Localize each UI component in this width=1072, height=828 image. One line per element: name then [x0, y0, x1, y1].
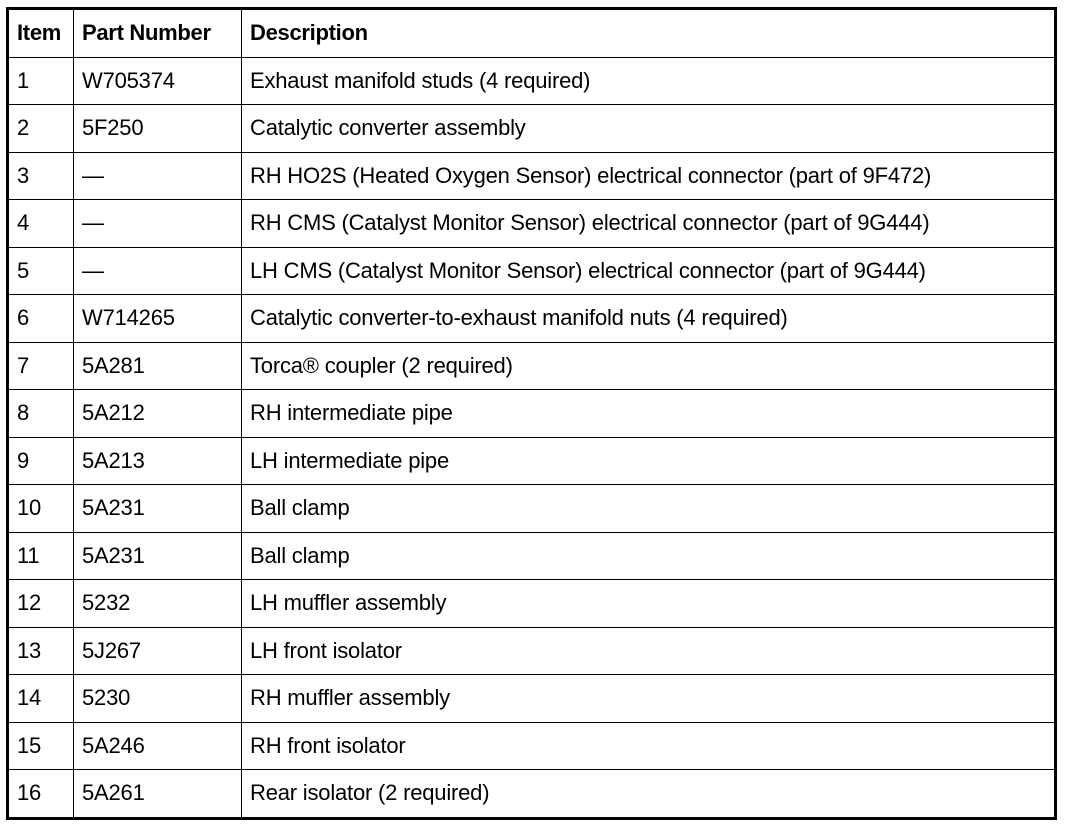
table-row: [8, 627, 1056, 675]
item-cell: 13: [8, 627, 74, 675]
description-cell: Catalytic converter-to-exhaust manifold nuts (4 required): [242, 295, 1056, 343]
table-row: [8, 57, 1056, 105]
item-cell: 7: [8, 342, 74, 390]
table-row: [8, 390, 1056, 438]
description-cell: RH front isolator: [242, 722, 1056, 770]
part-number-cell: —: [74, 152, 242, 200]
item-cell: 4: [8, 200, 74, 248]
item-cell: 12: [8, 580, 74, 628]
part-number-cell: 5A261: [74, 770, 242, 819]
part-number-cell: 5A246: [74, 722, 242, 770]
item-cell: 2: [8, 105, 74, 153]
parts-table: [6, 7, 1057, 820]
table-row: [8, 152, 1056, 200]
description-cell: LH front isolator: [242, 627, 1056, 675]
description-cell: Ball clamp: [242, 532, 1056, 580]
part-number-cell: 5232: [74, 580, 242, 628]
description-cell: RH intermediate pipe: [242, 390, 1056, 438]
table-header: [8, 9, 1056, 58]
header-description: Description: [242, 9, 1056, 58]
part-number-cell: W714265: [74, 295, 242, 343]
table-body: [8, 57, 1056, 818]
table-row: [8, 770, 1056, 819]
table-row: [8, 437, 1056, 485]
item-cell: 10: [8, 485, 74, 533]
part-number-cell: 5A281: [74, 342, 242, 390]
table-row: [8, 295, 1056, 343]
table-row: [8, 532, 1056, 580]
item-cell: 6: [8, 295, 74, 343]
table-row: [8, 580, 1056, 628]
header-part-number: Part Number: [74, 9, 242, 58]
description-cell: RH CMS (Catalyst Monitor Sensor) electrical connector (part of 9G444): [242, 200, 1056, 248]
description-cell: LH muffler assembly: [242, 580, 1056, 628]
part-number-cell: 5A231: [74, 485, 242, 533]
item-cell: 15: [8, 722, 74, 770]
part-number-cell: 5230: [74, 675, 242, 723]
part-number-cell: 5A212: [74, 390, 242, 438]
part-number-cell: 5A231: [74, 532, 242, 580]
item-cell: 1: [8, 57, 74, 105]
description-cell: Exhaust manifold studs (4 required): [242, 57, 1056, 105]
item-cell: 11: [8, 532, 74, 580]
part-number-cell: —: [74, 200, 242, 248]
description-cell: Torca® coupler (2 required): [242, 342, 1056, 390]
item-cell: 5: [8, 247, 74, 295]
description-cell: Ball clamp: [242, 485, 1056, 533]
header-row: [8, 9, 1056, 58]
description-cell: Catalytic converter assembly: [242, 105, 1056, 153]
part-number-cell: 5A213: [74, 437, 242, 485]
table-row: [8, 200, 1056, 248]
item-cell: 9: [8, 437, 74, 485]
table-row: [8, 485, 1056, 533]
description-cell: RH muffler assembly: [242, 675, 1056, 723]
part-number-cell: —: [74, 247, 242, 295]
table-row: [8, 722, 1056, 770]
item-cell: 16: [8, 770, 74, 819]
table-row: [8, 675, 1056, 723]
part-number-cell: 5J267: [74, 627, 242, 675]
part-number-cell: W705374: [74, 57, 242, 105]
header-item: Item: [8, 9, 74, 58]
description-cell: RH HO2S (Heated Oxygen Sensor) electrical connector (part of 9F472): [242, 152, 1056, 200]
table-row: [8, 105, 1056, 153]
table-row: [8, 247, 1056, 295]
description-cell: LH intermediate pipe: [242, 437, 1056, 485]
item-cell: 3: [8, 152, 74, 200]
description-cell: LH CMS (Catalyst Monitor Sensor) electrical connector (part of 9G444): [242, 247, 1056, 295]
part-number-cell: 5F250: [74, 105, 242, 153]
table-row: [8, 342, 1056, 390]
item-cell: 8: [8, 390, 74, 438]
item-cell: 14: [8, 675, 74, 723]
description-cell: Rear isolator (2 required): [242, 770, 1056, 819]
